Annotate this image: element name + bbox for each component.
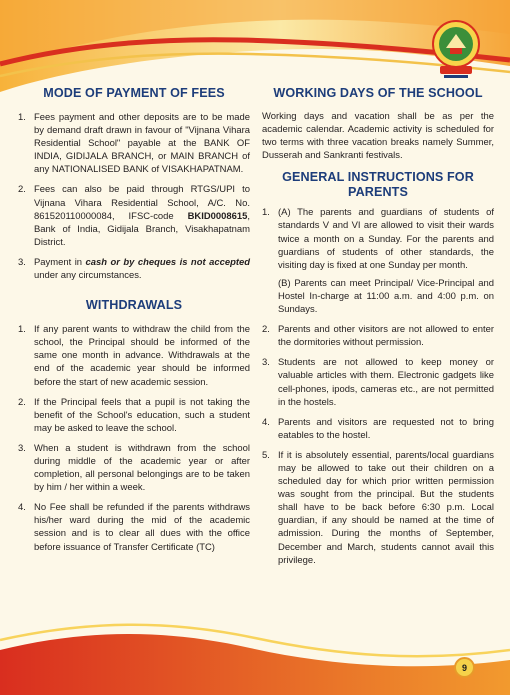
fees-item: [18, 111, 250, 176]
list-number: 2.: [18, 396, 26, 408]
instruction-item: [262, 323, 494, 349]
withdrawals-list: [18, 323, 250, 554]
text-run: Students are not allowed to keep money or valuable articles with them. Electronic gadgets like cell-phones, ipods, cameras etc., are not permitted in the hostels.: [278, 357, 494, 408]
list-number: 3.: [18, 442, 26, 454]
text-run: If any parent wants to withdraw the child from the school, the Principal should be informed of the same one month in advance. Withdrawals at the end of the academic year should be informed before the start of new academic session.: [34, 324, 250, 388]
list-text: [34, 323, 250, 388]
withdrawal-item: [18, 396, 250, 435]
page-number-badge: [454, 657, 475, 678]
fees-item: [18, 256, 250, 282]
fees-list: [18, 111, 250, 282]
list-number: 2.: [262, 324, 270, 336]
list-number: 1.: [18, 112, 26, 123]
instruction-item: [262, 206, 494, 316]
list-number: 4.: [262, 416, 270, 428]
text-run: If it is absolutely essential, parents/local guardians may be allowed to take out their children on a scheduled day for which prior written permission was sought from the principal. But the students shall have to be back before 6:30 p.m. Local guardian, if any should be named at the time of admission. During the months of September, December and March, students cannot avail this privilege.: [278, 449, 494, 566]
instruction-item: [262, 449, 494, 567]
list-text: [34, 501, 250, 553]
text-run: cash or by cheques is not accepted: [85, 256, 250, 268]
withdrawal-item: [18, 501, 250, 553]
list-text: [278, 416, 494, 442]
text-run: When a student is withdrawn from the school during middle of the academic year or after completion, all personal belongings are to be taken by him / her within a week.: [34, 442, 250, 494]
list-number: 1.: [262, 207, 270, 219]
list-number: 4.: [18, 502, 26, 514]
instructions-heading: GENERAL INSTRUCTIONS FOR PARENTS: [282, 170, 474, 200]
list-subitem: (B) Parents can meet Principal/ Vice-Principal and Hostel In-charge at 11:00 a.m. and 4:00 p.m. on Sundays.: [278, 277, 494, 316]
list-number: 3.: [18, 256, 26, 268]
instructions-list: [262, 206, 494, 566]
instruction-item: [262, 356, 494, 408]
list-number: 1.: [18, 324, 26, 336]
fees-heading: MODE OF PAYMENT OF FEES: [43, 86, 225, 100]
text-run: (A) The parents and guardians of students of standards V and VI are allowed to visit their wards twice a month on a Sunday. For the parents and guardians of students of other standards, the visiting day is fixed at one Sunday per month.: [278, 207, 494, 271]
list-number: 2.: [18, 184, 26, 196]
list-text: [34, 442, 250, 494]
instruction-item: [262, 416, 494, 442]
right-column: [262, 86, 494, 574]
text-run: Fees payment and other deposits are to be made by demand draft drawn in favour of "Vijnana Vihara Residential School" payable at the BANK OF INDIA, GIDIJALA BRANCH, or MAIN BRANCH of any NATIONALISED BANK of VISAKHAPATNAM.: [34, 112, 250, 176]
left-column: [18, 86, 250, 561]
fees-item: [18, 183, 250, 248]
withdrawal-item: [18, 442, 250, 494]
text-run: Fees can also be paid through RTGS/UPI to Vijnana Vihara Residential School, A/C. No. 861520110000084, IFSC-code: [34, 184, 250, 222]
list-text: [278, 206, 494, 316]
text-run: Payment in: [34, 256, 86, 268]
list-text: [278, 449, 494, 567]
working-days-text: Working days and vacation shall be as per the academic calendar. Academic activity is scheduled for two terms with three vacation breaks namely Summer, Dusserah and Sankranti festivals.: [262, 111, 494, 162]
withdrawals-heading: WITHDRAWALS: [85, 298, 183, 313]
list-text: [34, 111, 250, 176]
list-text: [34, 183, 250, 248]
list-number: 5.: [262, 449, 270, 461]
list-number: 3.: [262, 357, 270, 369]
text-run: , Bank of India, Gidijala Branch, Visakhapatnam District.: [34, 210, 250, 248]
list-text: [278, 356, 494, 408]
list-text: [34, 256, 250, 282]
text-run: Parents and other visitors are not allowed to enter the dormitories without permission.: [278, 324, 494, 349]
text-run: under any circumstances.: [34, 270, 142, 282]
text-run: No Fee shall be refunded if the parents withdraws his/her ward during the mid of the academic session and is to clear all dues with the office before issuance of Transfer Certificate (TC): [34, 502, 250, 553]
page-number: 9: [461, 662, 467, 673]
working-days-heading: WORKING DAYS OF THE SCHOOL: [273, 86, 483, 100]
text-run: BKID0008615: [187, 210, 248, 222]
withdrawal-item: [18, 323, 250, 388]
list-text: [34, 396, 250, 435]
text-run: If the Principal feels that a pupil is not taking the benefit of the School's education, such a student may be asked to leave the school.: [34, 396, 250, 434]
list-text: [278, 323, 494, 349]
text-run: Parents and visitors are requested not to bring eatables to the hostel.: [278, 416, 494, 441]
